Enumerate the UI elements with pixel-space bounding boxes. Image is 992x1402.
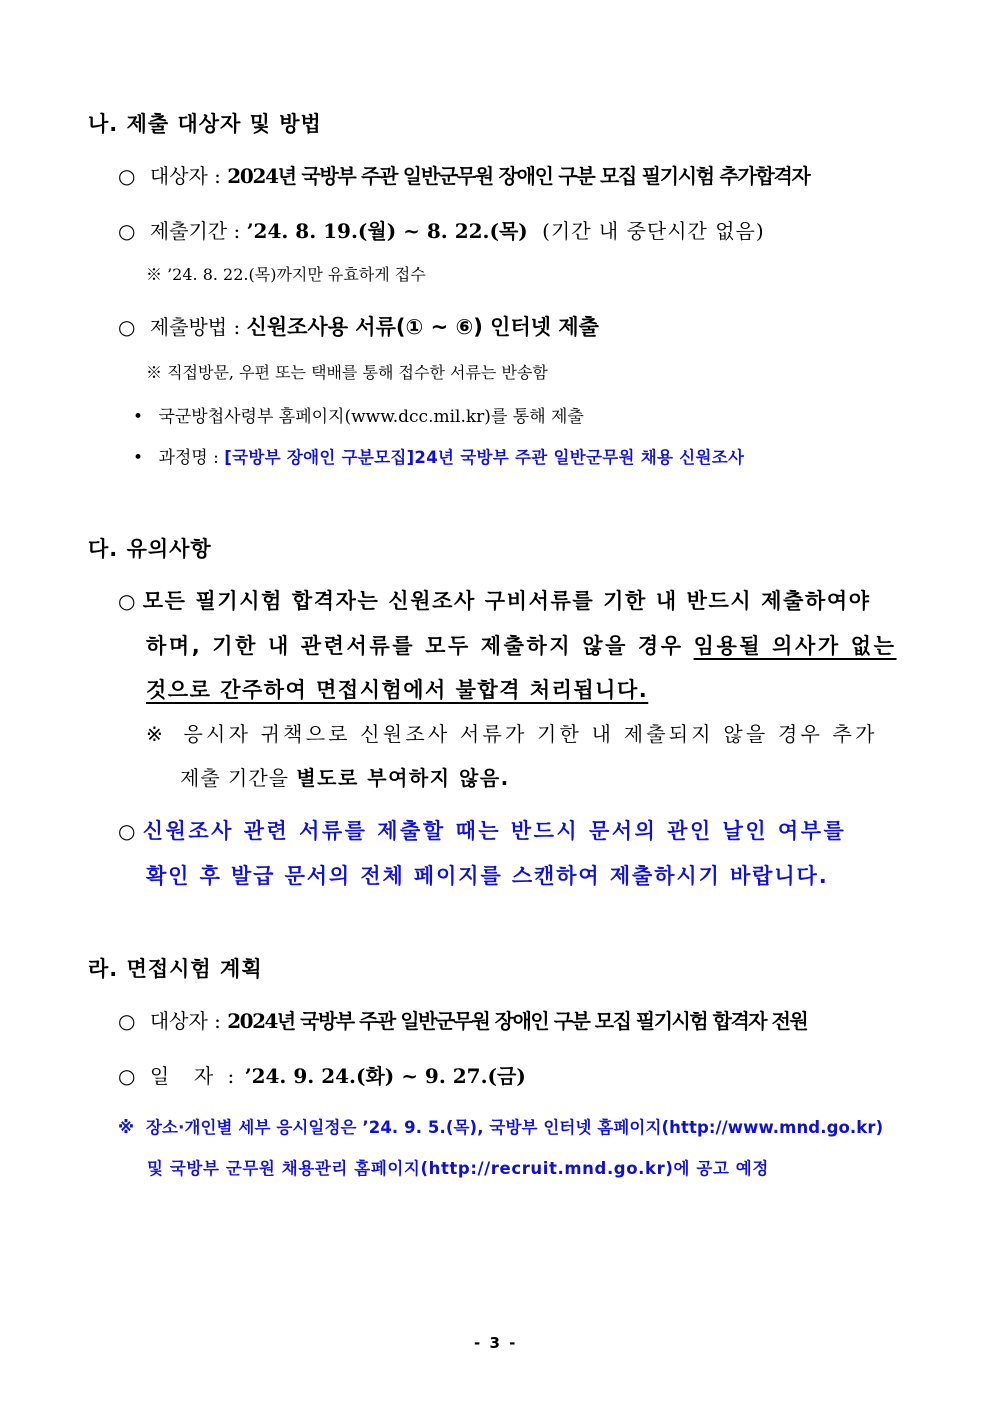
notice-remark-line1 [146,718,878,747]
notice-p2-line1 [118,815,846,845]
interview-target-label: 대상자 : [149,1009,221,1033]
bullet: ○ [118,315,136,339]
interview-date-value: ’24. 9. 24.(화) ~ 9. 27.(금) [244,1064,526,1088]
bullet: ○ [118,819,136,843]
period-note: (기간 내 중단시간 없음) [542,219,765,243]
period-label: 제출기간 : [149,219,241,243]
method-remark: ※ 직접방문, 우편 또는 택배를 통해 접수한 서류는 반송함 [146,363,548,382]
interview-date-label: 일 자 : [149,1064,239,1088]
period-remark: ※ ’24. 8. 22.(목)까지만 유효하게 접수 [146,265,426,284]
course-label: 과정명 : [158,448,219,468]
notice-p2-line2: 확인 후 발급 문서의 전체 페이지를 스캔하여 제출하시기 바랍니다. [146,864,829,888]
notice-text1: 장소·개인별 세부 응시일정은 ’24. 9. 5.(목), 국방부 인터넷 홈페이지(http://www.mnd.go.kr) [146,1118,884,1137]
bullet: • [133,407,144,427]
notice-p1-line2 [146,630,897,660]
course-name: [국방부 장애인 구분모집]24년 국방부 주관 일반군무원 채용 신원조사 [224,448,745,467]
notice-p1-underline1: 임용될 의사가 없는 [693,634,897,658]
interview-target-line [118,1005,807,1034]
section-heading-na: 나. 제출 대상자 및 방법 [88,112,322,136]
notice-p1-text2: 하며, 기한 내 관련서류를 모두 제출하지 않을 경우 [146,634,694,658]
notice-p1-underline2: 것으로 간주하여 면접시험에서 불합격 처리됩니다. [146,678,649,702]
section-heading-da: 다. 유의사항 [88,537,212,561]
notice-p1-line3 [146,674,648,704]
interview-notice-line1 [118,1114,883,1138]
target-label: 대상자 : [149,164,221,188]
bullet: ○ [118,164,136,188]
notice-p2-text1: 신원조사 관련 서류를 제출할 때는 반드시 문서의 관인 날인 여부를 [142,819,847,843]
notice-remark-line2 [180,762,510,791]
method-line [118,311,599,341]
method-label: 제출방법 : [149,315,241,339]
bullet: ○ [118,589,136,613]
method-value: 신원조사용 서류(① ~ ⑥) 인터넷 제출 [246,315,599,339]
section-heading-ra: 라. 면접시험 계획 [88,957,263,981]
target-value: 2024년 국방부 주관 일반군무원 장애인 구분 모집 필기시험 추가합격자 [227,164,810,188]
bullet: • [133,448,144,468]
bullet: ○ [118,1009,136,1033]
notice-p1-line1 [118,585,871,615]
remark-text2: 제출 기간을 [180,766,297,790]
notice-mark: ※ [118,1118,135,1137]
page-number: - 3 - [474,1334,518,1352]
bullet: ○ [118,1064,136,1088]
remark-text1: 응시자 귀책으로 신원조사 서류가 기한 내 제출되지 않을 경우 추가 [183,722,878,746]
interview-notice-line2: 및 국방부 군무원 채용관리 홈페이지(http://recruit.mnd.go.kr)에 공고 예정 [147,1159,769,1178]
period-line [118,215,765,244]
bullet: ○ [118,219,136,243]
dcc-line [133,402,584,427]
remark-mark: ※ [146,722,166,746]
target-line [118,160,810,189]
course-line [133,443,744,468]
dcc-text: 국군방첩사령부 홈페이지(www.dcc.mil.kr)를 통해 제출 [158,407,584,427]
interview-target-value: 2024년 국방부 주관 일반군무원 장애인 구분 모집 필기시험 합격자 전원 [227,1009,808,1033]
notice-p1-text1: 모든 필기시험 합격자는 신원조사 구비서류를 기한 내 반드시 제출하여야 [142,589,871,613]
interview-date-line [118,1060,526,1089]
remark-bold: 별도로 부여하지 않음. [296,766,510,790]
period-value: ’24. 8. 19.(월) ~ 8. 22.(목) [246,219,528,243]
